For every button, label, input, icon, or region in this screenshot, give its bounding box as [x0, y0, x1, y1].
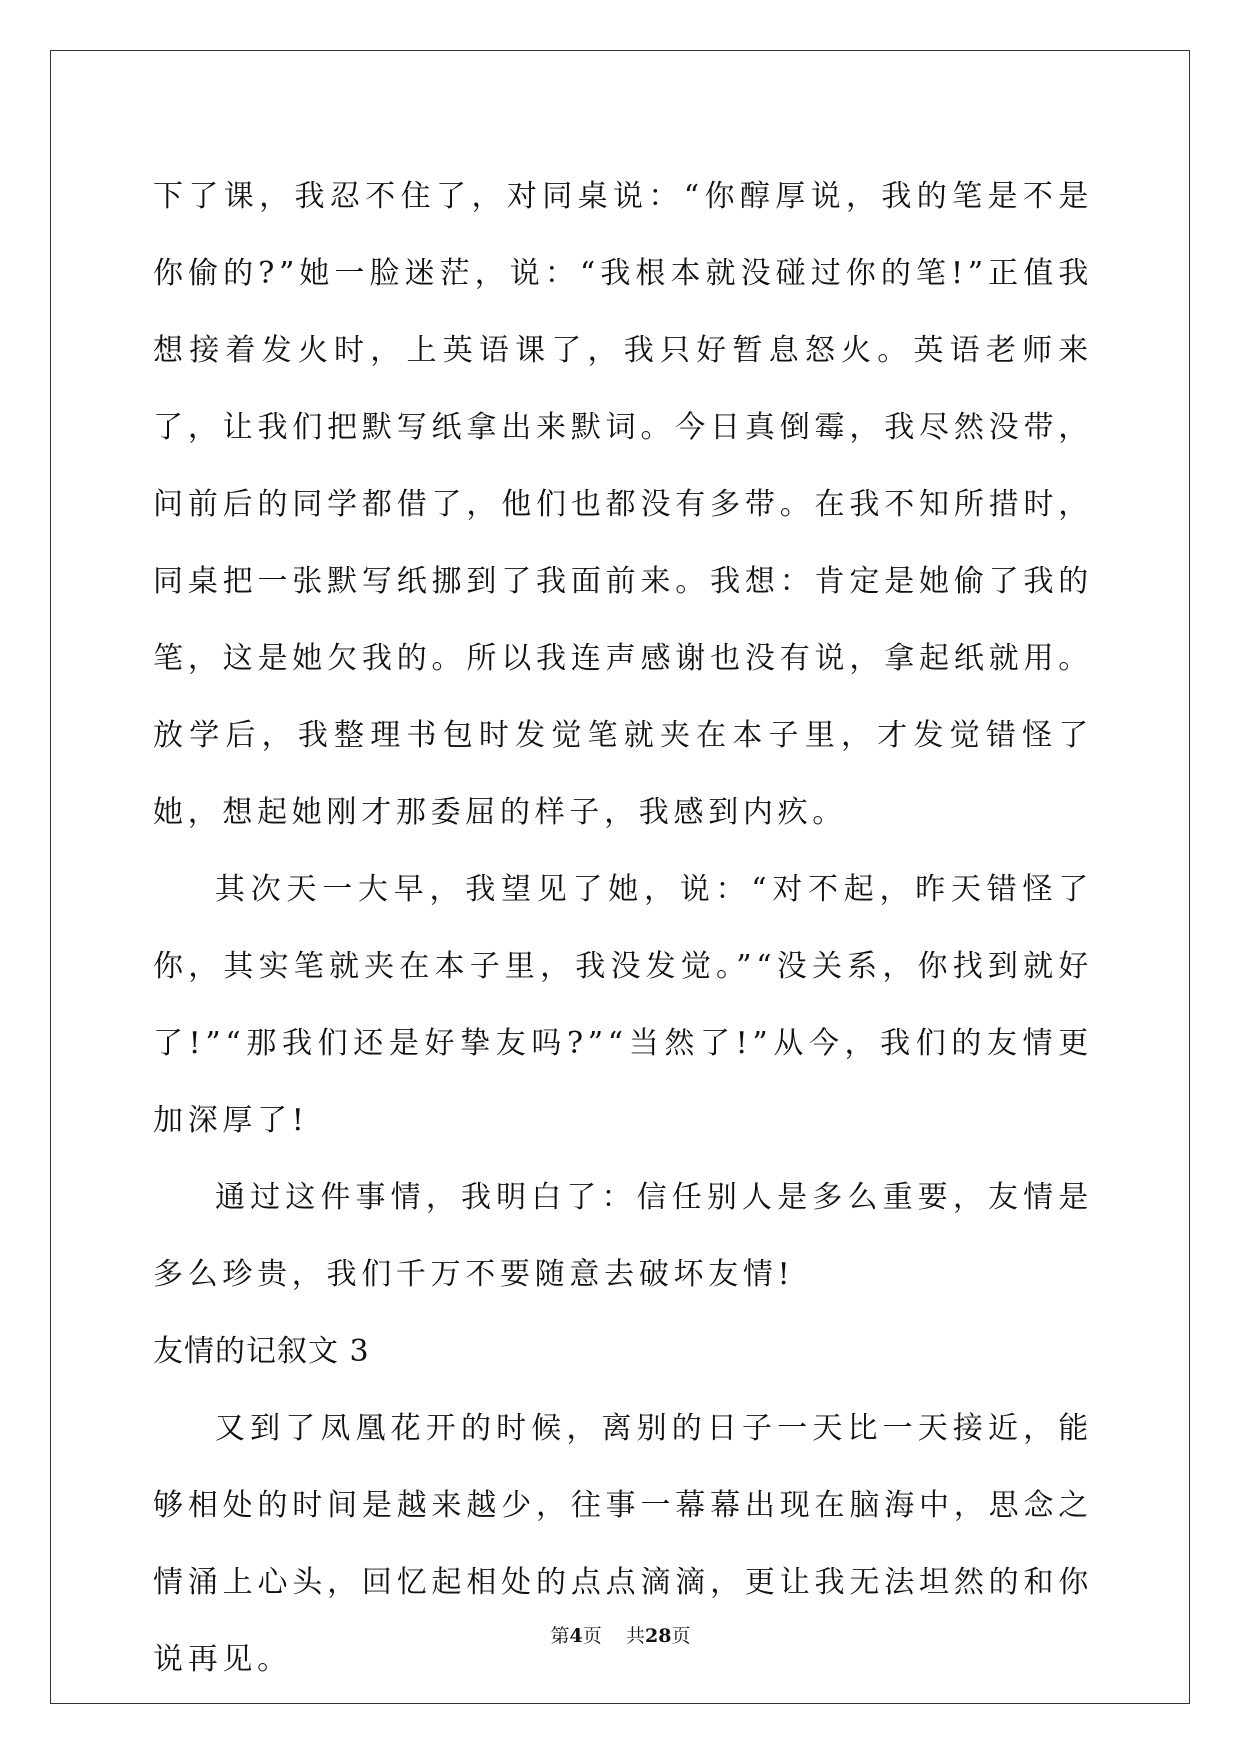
- footer-total-prefix: 共: [625, 1625, 645, 1647]
- document-body: [153, 158, 1093, 1698]
- footer-prefix: 第: [550, 1625, 570, 1647]
- footer-page-suffix: 页: [582, 1625, 602, 1647]
- section-heading: 友情的记叙文 3: [153, 1334, 370, 1369]
- page-number: 4: [569, 1625, 583, 1647]
- footer-total-suffix: 页: [671, 1625, 691, 1647]
- page-footer: [0, 1621, 1241, 1648]
- total-pages: 28: [644, 1625, 672, 1647]
- paragraph: 通过这件事情，我明白了：信任别人是多么重要，友情是多么珍贵，我们千万不要随意去破坏友情!: [153, 1180, 1093, 1292]
- paragraph: 下了课，我忍不住了，对同桌说：“你醇厚说，我的笔是不是你偷的?”她一脸迷茫，说：“我根本就没碰过你的笔!”正值我想接着发火时，上英语课了，我只好暂息怒火。英语老师来了，让我们把默写纸拿出来默词。今日真倒霉，我尽然没带，问前后的同学都借了，他们也都没有多带。在我不知所措时，同桌把一张默写纸挪到了我面前来。我想：肯定是她偷了我的笔，这是她欠我的。所以我连声感谢也没有说，拿起纸就用。放学后，我整理书包时发觉笔就夹在本子里，才发觉错怪了她，想起她刚才那委屈的样子，我感到内疚。: [153, 179, 1093, 830]
- paragraph: 又到了凤凰花开的时候，离别的日子一天比一天接近，能够相处的时间是越来越少，往事一幕幕出现在脑海中，思念之情涌上心头，回忆起相处的点点滴滴，更让我无法坦然的和你说再见。: [153, 1411, 1093, 1677]
- paragraph: 其次天一大早，我望见了她，说：“对不起，昨天错怪了你，其实笔就夹在本子里，我没发觉。”“没关系，你找到就好了!”“那我们还是好挚友吗?”“当然了!”从今，我们的友情更加深厚了!: [153, 872, 1093, 1138]
